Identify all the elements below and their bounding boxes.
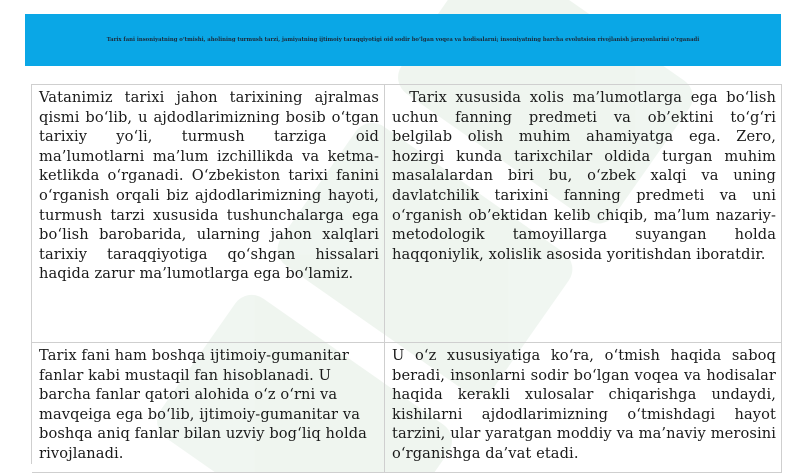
- slide-title-banner: [25, 14, 781, 66]
- paragraph-vatanimiz-tarixi: Vatanimiz tarixi jahon tarixining ajralmas qismi bo‘lib, u ajdodlarimizning bosib o‘tgan tarixiy yo‘li, turmush tarziga oid ma’lumotlarni ma’lum izchillikda va ketma-ketlikda o‘rganadi. O‘zbekiston tarixi fanini o‘rganish orqali biz ajdodlarimizning hayoti, turmush tarzi xususida tushunchalarga ega bo‘lish barobarida, ularning jahon xalqlari tarixiy taraqqiyotiga qo‘shgan hissalari haqida zarur ma’lumotlarga ega bo‘lamiz.: [39, 89, 379, 283]
- table-cell-bottom-left: [32, 343, 385, 473]
- table-cell-top-left: [32, 85, 385, 343]
- paragraph-xususiyatiga-kora: U o‘z xususiyatiga ko‘ra, o‘tmish haqida saboq beradi, insonlarni sodir bo‘lgan voqea va hodisalar haqida kerakli xulosalar chiqarishga undaydi, kishilarni ajdodlarimizning o‘tmishdagi hayot tarzini, ular yaratgan moddiy va ma’naviy merosini o‘rganishga da’vat etadi.: [392, 347, 776, 462]
- paragraph-tarix-fani: Tarix fani ham boshqa ijtimoiy-gumanitar fanlar kabi mustaqil fan hisoblanadi. U barcha fanlar qatori alohida o‘z o‘rni va mavqeiga ega bo‘lib, ijtimoiy-gumanitar va boshqa aniq fanlar bilan uzviy bog‘liq holda rivojlanadi.: [39, 347, 367, 462]
- slide-title: Tarix fani insoniyatning o‘tmishi, aholining turmush tarzi, jamiyatning ijtimoiy taraqqiyotigi oid sodir bo‘lgan voqea va hodisalarni; insoniyatning barcha evolutsion rivojlanish jarayonlarini o‘rganadi: [106, 36, 700, 43]
- content-table: [31, 84, 782, 464]
- table-cell-top-right: [385, 85, 782, 343]
- paragraph-tarix-xususida: Tarix xususida xolis ma’lumotlarga ega bo‘lish uchun fanning predmeti va ob’ektini to‘g‘ri belgilab olish muhim ahamiyatga ega. Zero, hozirgi kunda tarixchilar oldida turgan muhim masalalardan biri bu, o‘zbek xalqi va uning davlatchilik tarixini fanning predmeti va uni o‘rganish ob’ektidan kelib chiqib, ma’lum nazariy-metodologik tamoyillarga suyangan holda haqqoniylik, xolislik asosida yoritishdan iboratdir.: [392, 89, 781, 263]
- table-cell-bottom-right: [385, 343, 782, 473]
